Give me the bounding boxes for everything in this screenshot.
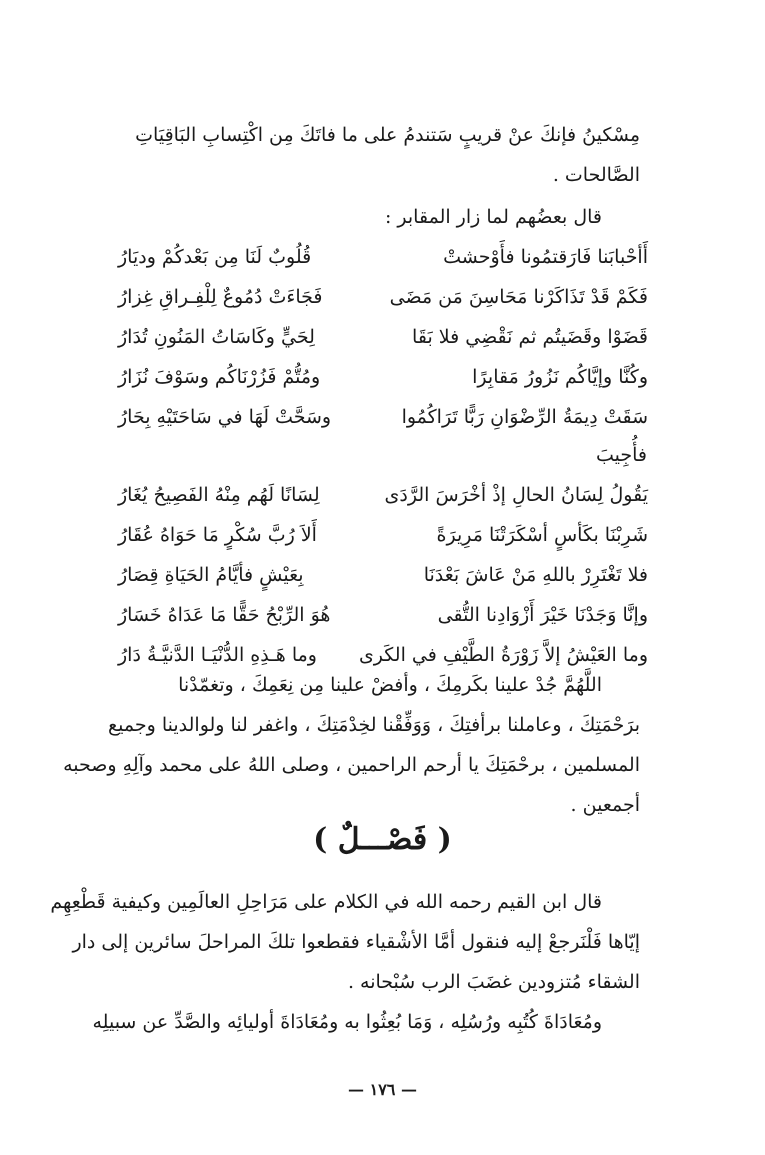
section-heading: ( فَصْـــلٌ ) (313, 822, 452, 857)
verse-line (118, 555, 648, 595)
verse-line (118, 317, 648, 357)
text-line: قال ابن القيم رحمه الله في الكلام على مَرَاحِلِ العالَمِين وكيفية قَطْعِهِم (50, 891, 602, 913)
verse-second-hemistich: هُوَ الرِّبْحُ حَقًّا مَا عَدَاهُ خَسَارُ (118, 604, 331, 626)
text-line: اللَّهُمَّ جُدْ علينا بكَرمِكَ ، وأفضْ علينا مِن نِعَمِكَ ، وتغمّدْنا (178, 674, 602, 696)
verse-second-hemistich: بِعَيْشٍ فأيَّامُ الحَيَاةِ قِصَارُ (118, 564, 304, 586)
verse-first-hemistich: شَرِبْنَا بكَأسٍ أسْكَرَتْنَا مَرِيرَةً (436, 524, 648, 546)
verse-first-hemistich: وكُنَّا وإيَّاكُم نَزُورُ مَقابِرًا (472, 366, 648, 388)
text-line: ومُعَادَاةَ كُتُبِه ورُسُلِه ، وَمَا بُعِثُوا به ومُعَادَاةَ أوليائِه والصَّدِّ عن سبيلِه (92, 1011, 602, 1033)
verse-second-hemistich: أَلاَ رُبَّ سُكْرٍ مَا حَوَاهُ عُقَارُ (118, 524, 317, 546)
text-line: مِسْكينُ فإنكَ عنْ قريبٍ سَتندمُ على ما فاتَكَ مِن اكْتِسابِ البَاقِيَاتِ (135, 124, 640, 146)
verse-first-hemistich: فَكَمْ قَدْ تَذَاكَرْنا مَحَاسِنَ مَن مَضَى (389, 286, 648, 308)
verse-first-hemistich: يَقُولُ لِسَانُ الحالِ إذْ أخْرَسَ الرَّدَى (384, 484, 648, 506)
verse-second-hemistich: لِحَيٍّ وكَاسَاتُ المَنُونِ تُدَارُ (118, 326, 315, 348)
verse-second-hemistich: قُلُوبٌ لَنَا مِن بَعْدكُمْ وديَارُ (118, 246, 312, 268)
verse-second-hemistich: ومُتُّمْ فَزُرْنَاكُم وسَوْفَ نُزَارُ (118, 366, 321, 388)
text-line: أجمعين . (570, 794, 640, 816)
verse-line (118, 515, 648, 555)
verse-first-hemistich: فلا تَغْتَرِرْ باللهِ مَنْ عَاشَ بَعْدَنَا (423, 564, 648, 586)
verse-line (118, 237, 648, 277)
verse-second-hemistich: وما هَـذِهِ الدُّنْيَـا الدَّنيَّـةُ دَارُ (118, 644, 317, 666)
text-line: قال بعضُهم لما زار المقابر : (384, 206, 602, 228)
page-number: — ١٧٦ — (348, 1080, 417, 1099)
text-line: الشقاء مُتزودين غضَبَ الرب سُبْحانه . (347, 971, 640, 993)
verse-line (118, 475, 648, 515)
verse-line (118, 357, 648, 397)
verse-first-hemistich: وما العَيْشُ إلاَّ زَوْرَةُ الطَّيْفِ في الكَرى (358, 644, 648, 666)
verse-line (118, 595, 648, 635)
verse-second-hemistich: وسَحَّتْ لَهَا في سَاحَتَيْهِ بِحَارُ (118, 406, 332, 428)
verse-first-hemistich: وإنَّا وَجَدْنَا خَيْرَ أَزْوَادِنا التُّقى (437, 604, 648, 626)
verse-second-hemistich: فَجَاءَتْ دُمُوعٌ لِلْفِـراقِ غِزارُ (118, 286, 323, 308)
section-paragraph (50, 882, 640, 1042)
verse-first-hemistich: قَضَوْا وقَضَيتُم ثم نَقْضِي فلا بَقَا (412, 326, 648, 348)
verse-first-hemistich: أَأحْبابَنا فَارَقتمُونا فأَوْحشتْ (443, 246, 648, 268)
verse-second-hemistich: لِسَانًا لَهُم مِنْهُ الفَصِيحُ يُغَارُ (118, 484, 320, 506)
poem-intro (128, 197, 640, 237)
verse-line (118, 397, 648, 437)
text-line: المسلمين ، برحْمَتِكَ يا أرحم الراحمين ، وصلى اللهُ على محمد وآلِهِ وصحبه (63, 754, 640, 776)
verse-first-hemistich: سَقَتْ دِيمَةُ الرِّضْوَانِ رَبًّا تَرَاكُمُوا (401, 406, 648, 428)
text-line: برَحْمَتِكَ ، وعاملنا برأفتِكَ ، وَوَفِّقْنا لخِدْمَتِكَ ، واغفر لنا ولوالدينا وجميع (108, 714, 640, 736)
intro-paragraph (128, 115, 640, 195)
text-line: الصَّالحات . (552, 164, 640, 186)
prayer-paragraph (63, 665, 640, 825)
verse-closing-word: فأُجِيبَ (595, 444, 647, 466)
text-line: إيّاها فَلْنَرجعْ إليه فنقول أمَّا الأشْقياء فقطعوا تلكَ المراحلَ سائرين إلى دار (72, 931, 640, 953)
verse-line (118, 277, 648, 317)
